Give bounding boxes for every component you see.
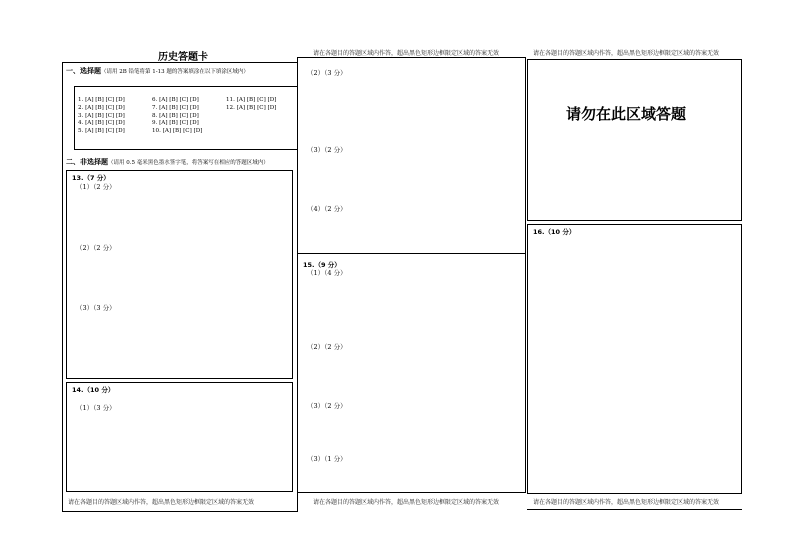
- q13-title: 13.（7 分）: [72, 174, 110, 182]
- q14-answer-box[interactable]: [66, 382, 293, 492]
- column-3-footer-note: 请在各题目的答题区域内作答，超出黑色矩形边框限定区域的答案无效: [533, 499, 720, 506]
- column-2-footer-note: 请在各题目的答题区域内作答，超出黑色矩形边框限定区域的答案无效: [313, 499, 500, 506]
- no-answer-text: 请勿在此区域答题: [566, 105, 687, 123]
- mc-item-1[interactable]: 1. [A] [B] [C] [D]: [78, 97, 125, 103]
- mc-item-11[interactable]: 11. [A] [B] [C] [D]: [226, 97, 277, 103]
- q14-part-4: （4）（2 分）: [307, 205, 347, 213]
- section-1-instruction: （请用 2B 铅笔将第 1-13 题的答案填涂在以下填涂区域内）: [101, 69, 249, 75]
- column-3-bottom-rule: [527, 509, 742, 510]
- section-1-heading: [66, 66, 249, 76]
- mc-item-7[interactable]: 7. [A] [B] [C] [D]: [152, 104, 199, 111]
- q13-answer-box[interactable]: [66, 170, 293, 379]
- q15-part-4: （3）（1 分）: [307, 455, 347, 463]
- q15-part-3: （3）（2 分）: [307, 402, 347, 410]
- q16-answer-box[interactable]: [527, 224, 742, 494]
- mc-item-10[interactable]: 10. [A] [B] [C] [D]: [152, 128, 203, 135]
- mc-item-3[interactable]: 3. [A] [B] [C] [D]: [78, 112, 125, 119]
- q13-part-2: （2）（2 分）: [76, 244, 116, 252]
- column-2-header-note: 请在各题目的答题区域内作答，超出黑色矩形边框限定区域的答案无效: [313, 50, 500, 57]
- mc-item-6[interactable]: 6. [A] [B] [C] [D]: [152, 97, 199, 103]
- mc-item-9[interactable]: 9. [A] [B] [C] [D]: [152, 120, 199, 127]
- mc-item-2[interactable]: 2. [A] [B] [C] [D]: [78, 104, 125, 111]
- card-title: 历史答题卡: [158, 52, 208, 63]
- q13-part-1: （1）（2 分）: [76, 183, 116, 191]
- q14-part-1: （1）（3 分）: [76, 404, 116, 412]
- column-3-header-note: 请在各题目的答题区域内作答，超出黑色矩形边框限定区域的答案无效: [533, 50, 720, 57]
- no-answer-zone: [527, 59, 742, 221]
- q16-title: 16.（10 分）: [533, 228, 576, 236]
- mc-item-12[interactable]: 12. [A] [B] [C] [D]: [226, 104, 277, 111]
- q14-part-3: （3）（2 分）: [307, 146, 347, 154]
- q14-part-2: （2）（3 分）: [307, 69, 347, 77]
- mc-item-8[interactable]: 8. [A] [B] [C] [D]: [152, 112, 199, 119]
- mc-column-1: [78, 97, 125, 136]
- q15-part-1: （1）（4 分）: [307, 269, 347, 277]
- q14-title: 14.（10 分）: [72, 386, 115, 394]
- section-2-instruction: （请用 0.5 毫米黑色墨水签字笔，将答案写在相应的答题区域内）: [108, 160, 269, 166]
- mc-column-3: [226, 97, 276, 113]
- section-2-heading: [66, 157, 269, 167]
- mc-item-5[interactable]: 5. [A] [B] [C] [D]: [78, 128, 125, 135]
- mc-item-4[interactable]: 4. [A] [B] [C] [D]: [78, 120, 125, 127]
- section-2-heading-text: 二、非选择题: [66, 158, 108, 166]
- q15-part-2: （2）（2 分）: [307, 343, 347, 351]
- q15-title: 15.（9 分）: [303, 261, 341, 269]
- column-1-footer-note: 请在各题目的答题区域内作答，超出黑色矩形边框限定区域的答案无效: [68, 499, 255, 506]
- q13-part-3: （3）（3 分）: [76, 304, 116, 312]
- section-1-heading-text: 一、选择题: [66, 67, 101, 75]
- mc-column-2: [152, 97, 202, 136]
- q14-continuation-box[interactable]: [297, 57, 526, 254]
